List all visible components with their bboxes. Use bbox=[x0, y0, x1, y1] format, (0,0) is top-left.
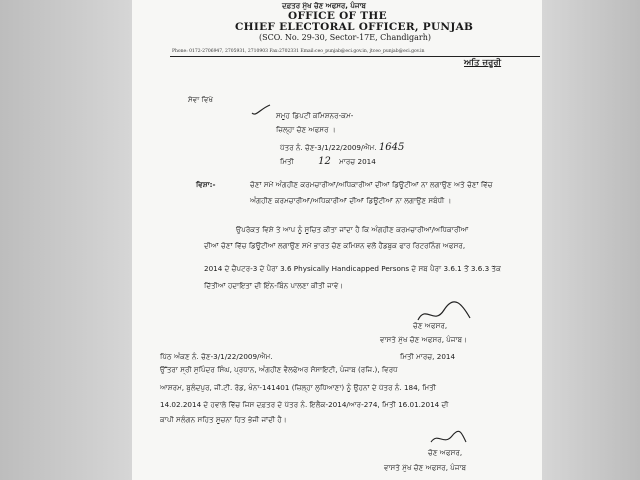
letter-date: ਮਿਤੀ 12 ਮਾਰਚ 2014 bbox=[280, 156, 376, 167]
header-punjabi-office: ਦਫ਼ਤਰ ਮੁੱਖ ਚੋਣ ਅਫਸਰ, ਪੰਜਾਬ bbox=[282, 2, 366, 10]
letter-page bbox=[132, 0, 542, 480]
to-label: ਸੇਵਾ ਵਿਖੇ bbox=[188, 95, 213, 104]
addressee-line-1: ਸਮੂਹ ਡਿਪਟੀ ਕਮਿਸ਼ਨਰ-ਕਮ- bbox=[276, 111, 354, 120]
urgent-label: ਅਤਿ ਜ਼ਰੂਰੀ bbox=[464, 58, 502, 68]
handwritten-tick-mark bbox=[250, 103, 272, 119]
background-left-margin bbox=[0, 0, 132, 480]
reference-number: ਪੱਤਰ ਨੰ. ਚੋਣ-3/1/22/2009/ਐਮ. 1645 bbox=[280, 142, 405, 153]
signature-1-title: ਚੋਣ ਅਫਸਰ, bbox=[413, 321, 448, 330]
header-office-of-the: OFFICE OF THE bbox=[288, 10, 387, 22]
body-line-1: ਉਪਰੋਕਤ ਵਿਸ਼ੇ ਤੇ ਆਪ ਨੂੰ ਸੂਚਿਤ ਕੀਤਾ ਜਾਂਦਾ ਹੈ ਕਿ ਅੰਗਹੀਣ ਕਰਮਚਾਰੀਆਂ/ਅਧਿਕਾਰੀਆਂ bbox=[236, 225, 469, 234]
copy-line-3: 14.02.2014 ਦੇ ਹਵਾਲੇ ਵਿੱਚ ਜਿਸ ਦਫ਼ਤਰ ਦੇ ਪੱਤਰ ਨੰ. ਇਲੈਕ-2014/ਆਰ-274, ਮਿਤੀ 16.01.2014 ਦੀ bbox=[160, 400, 449, 409]
signature-2-title: ਚੋਣ ਅਫਸਰ, bbox=[428, 448, 463, 457]
signature-2-office: ਵਾਸਤੇ ਮੁੱਖ ਚੋਣ ਅਫਸਰ, ਪੰਜਾਬ bbox=[384, 463, 467, 472]
body-line-4: ਦਿੱਤੀਆਂ ਹਦਾਇਤਾਂ ਦੀ ਇੰਨ-ਬਿੰਨ ਪਾਲਣਾ ਕੀਤੀ ਜਾਵੇ। bbox=[204, 281, 344, 290]
header-contact-line: Phone: 0172-2706947, 2705931, 2710903 Fax:2702331 Email:ceo_punjab@eci.gov.in, jtceo_punjab@eci.gov.in bbox=[172, 49, 425, 54]
header-chief-electoral-officer: CHIEF ELECTORAL OFFICER, PUNJAB bbox=[235, 21, 474, 33]
signature-2 bbox=[428, 430, 468, 448]
subject-line-2: ਅੰਗਹੀਣ ਕਰਮਚਾਰੀਆਂ/ਅਧਿਕਾਰੀਆਂ ਦੀਆਂ ਡਿਊਟੀਆਂ ਨਾ ਲਗਾਉਣ ਸਬੰਧੀ । bbox=[250, 196, 452, 205]
body-line-3: 2014 ਦੇ ਚੈਪਟਰ-3 ਦੇ ਪੈਰਾ 3.6 Physically Handicapped Persons ਦੇ ਸਬ ਪੈਰਾ 3.6.1 ਤੋਂ 3.6.3 ਤੱਕ bbox=[204, 264, 501, 273]
background-right-margin bbox=[542, 0, 640, 480]
subject-label: ਵਿਸ਼ਾ:- bbox=[196, 180, 216, 189]
body-line-2: ਦੀਆਂ ਚੋਣਾਂ ਵਿੱਚ ਡਿਊਟੀਆਂ ਲਗਾਉਣ ਸਮੇਂ ਭਾਰਤ ਚੋਣ ਕਮਿਸ਼ਨ ਵਲੋਂ ਹੈਂਡਬੁਕ ਫਾਰ ਰਿਟਰਨਿੰਗ ਅਫਸਰ, bbox=[204, 241, 466, 250]
addressee-line-2: ਜ਼ਿਲ੍ਹਾ ਚੋਣ ਅਫਸਰ । bbox=[276, 125, 336, 134]
subject-line-1: ਚੋਣਾਂ ਸਮੇਂ ਅੰਗਹੀਣ ਕਰਮਚਾਰੀਆਂ/ਅਧਿਕਾਰੀਆਂ ਦੀਆਂ ਡਿਊਟੀਆਂ ਨਾ ਲਗਾਉਣ ਅਤੇ ਚੋਣਾਂ ਵਿੱਚ bbox=[250, 180, 493, 189]
signature-1-office: ਵਾਸਤੇ ਮੁੱਖ ਚੋਣ ਅਫਸਰ, ਪੰਜਾਬ। bbox=[380, 335, 468, 344]
header-address: (SCO. No. 29-30, Sector-17E, Chandigarh) bbox=[259, 33, 432, 42]
endorsement-number: ਪਿੱਠ ਅੰਕਣ ਨੰ. ਚੋਣ-3/1/22/2009/ਐਮ. bbox=[160, 352, 273, 361]
reference-handwritten-number: 1645 bbox=[378, 142, 405, 153]
letterhead-rule bbox=[170, 56, 540, 57]
copy-line-1: ਉੱਤਰਾ ਸ੍ਰੀ ਸੁਪਿੰਦਰ ਸਿੰਘ, ਪ੍ਰਧਾਨ, ਅੰਗਹੀਣ ਵੈਲਫੇਅਰ ਸੋਸਾਇਟੀ, ਪੰਜਾਬ (ਰਜਿ.), ਵਿਰਧ bbox=[160, 365, 398, 374]
copy-line-4: ਕਾਪੀ ਸਲੰਗਨ ਸਹਿਤ ਸੂਚਨਾ ਹਿਤ ਭੇਜੀ ਜਾਂਦੀ ਹੈ। bbox=[160, 415, 287, 424]
copy-line-2: ਆਸ਼ਰਮ, ਬੁਲੰਦਪੁਰ, ਜੀ.ਟੀ. ਰੋਡ, ਖੰਨਾ-141401 (ਜ਼ਿਲ੍ਹਾ ਲੁਧਿਆਣਾ) ਨੂੰ ਉਹਨਾਂ ਦੇ ਪੱਤਰ ਨੰ. 184, ਮਿਤੀ bbox=[160, 383, 437, 392]
endorsement-date: ਮਿਤੀ ਮਾਰਚ, 2014 bbox=[400, 352, 456, 361]
date-handwritten-day: 12 bbox=[318, 156, 331, 167]
